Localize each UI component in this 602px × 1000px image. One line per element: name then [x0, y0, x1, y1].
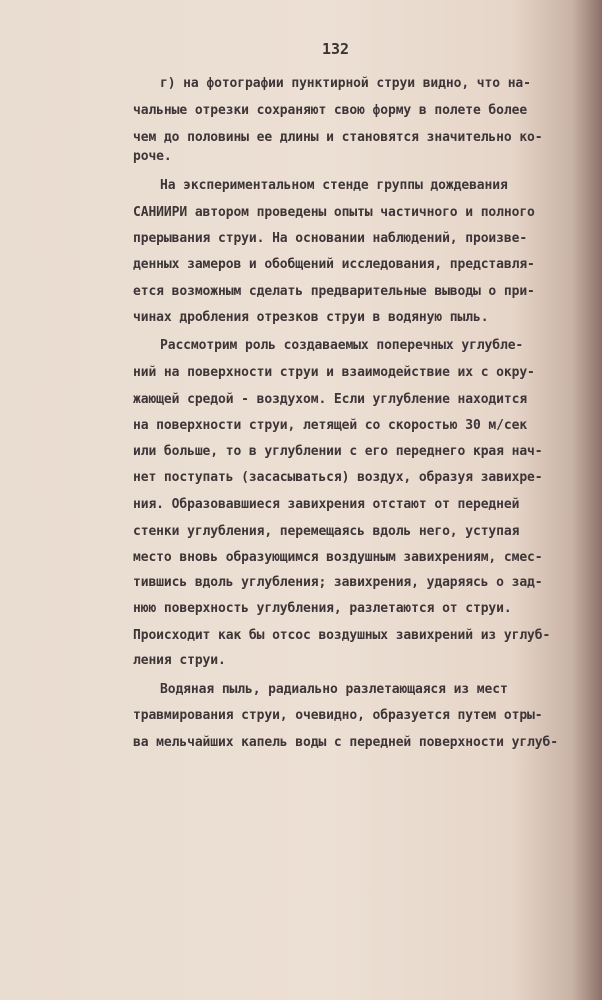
text-line: ления струи.	[133, 653, 226, 668]
page-number: 132	[322, 40, 350, 58]
text-line: нет поступать (засасываться) воздух, образуя завихре-	[133, 470, 543, 485]
text-line: нюю поверхность углубления, разлетаются от струи.	[133, 601, 512, 616]
text-line: чальные отрезки сохраняют свою форму в полете более	[133, 103, 528, 118]
text-line: ва мельчайших капель воды с передней поверхности углуб-	[133, 735, 558, 750]
text-line: травмирования струи, очевидно, образуется путем отры-	[133, 708, 543, 723]
text-line: стенки углубления, перемещаясь вдоль него, уступая	[133, 524, 520, 539]
text-line: или больше, то в углублении с его переднего края нач-	[133, 444, 543, 459]
text-line: ний на поверхности струи и взаимодействие их с окру-	[133, 365, 535, 380]
text-line: тившись вдоль углубления; завихрения, ударяясь о зад-	[133, 575, 543, 590]
text-line: чинах дробления отрезков струи в водяную пыль.	[133, 310, 489, 325]
text-line: На экспериментальном стенде группы дождевания	[160, 178, 508, 193]
text-line: прерывания струи. На основании наблюдений, произве-	[133, 231, 528, 246]
text-line: чем до половины ее длины и становятся значительно ко-	[133, 130, 543, 145]
text-line: на поверхности струи, летящей со скоростью 30 м/сек	[133, 418, 528, 433]
text-line: Водяная пыль, радиально разлетающаяся из мест	[160, 682, 508, 697]
text-line: роче.	[133, 149, 172, 164]
text-line: Рассмотрим роль создаваемых поперечных углубле-	[160, 338, 524, 353]
text-line: жающей средой - воздухом. Если углубление находится	[133, 392, 528, 407]
text-line: место вновь образующимся воздушным завихрениям, смес-	[133, 550, 543, 565]
text-line: ния. Образовавшиеся завихрения отстают от передней	[133, 497, 520, 512]
text-line: САНИИРИ автором проведены опыты частичного и полного	[133, 205, 535, 220]
text-line: Происходит как бы отсос воздушных завихрений из углуб-	[133, 628, 551, 643]
text-line: г) на фотографии пунктирной струи видно, что на-	[160, 76, 531, 91]
text-line: ется возможным сделать предварительные выводы о при-	[133, 284, 535, 299]
text-line: денных замеров и обобщений исследования, представля-	[133, 257, 535, 272]
